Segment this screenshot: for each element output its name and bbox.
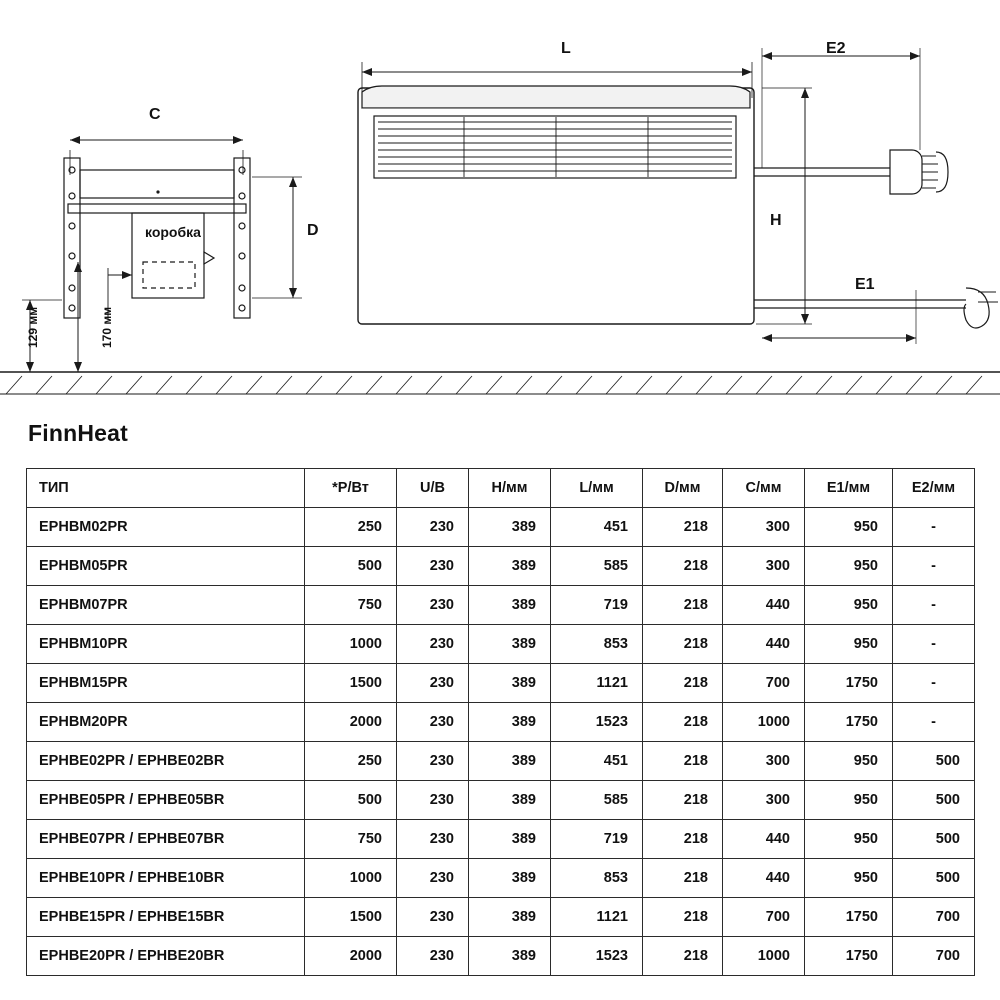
cell-voltage: 230 — [397, 898, 469, 937]
spec-table — [26, 468, 975, 976]
cell-c: 300 — [723, 742, 805, 781]
dimension-label-170mm: 170 мм — [100, 306, 114, 348]
cell-c: 700 — [723, 664, 805, 703]
cell-l: 451 — [551, 508, 643, 547]
cell-type: EPHBM07PR — [27, 586, 305, 625]
cell-l: 451 — [551, 742, 643, 781]
cell-power: 1500 — [305, 664, 397, 703]
cell-power: 500 — [305, 781, 397, 820]
cell-e2: - — [893, 664, 975, 703]
cell-type: EPHBE10PR / EPHBE10BR — [27, 859, 305, 898]
cell-l: 1121 — [551, 898, 643, 937]
cell-type: EPHBM05PR — [27, 547, 305, 586]
cell-c: 1000 — [723, 937, 805, 976]
cell-e2: 500 — [893, 859, 975, 898]
cell-d: 218 — [643, 625, 723, 664]
cell-power: 250 — [305, 742, 397, 781]
cell-d: 218 — [643, 937, 723, 976]
cell-e2: 500 — [893, 742, 975, 781]
column-header-d: D/мм — [643, 469, 723, 508]
table-row — [27, 664, 975, 703]
cell-e1: 1750 — [805, 937, 893, 976]
cell-c: 300 — [723, 508, 805, 547]
column-header-e2: E2/мм — [893, 469, 975, 508]
cell-power: 1500 — [305, 898, 397, 937]
cell-e1: 950 — [805, 508, 893, 547]
cell-c: 440 — [723, 625, 805, 664]
cell-h: 389 — [469, 820, 551, 859]
cell-d: 218 — [643, 859, 723, 898]
cell-power: 250 — [305, 508, 397, 547]
dimension-label-e2: E2 — [826, 40, 846, 57]
cell-h: 389 — [469, 781, 551, 820]
table-row — [27, 859, 975, 898]
table-row — [27, 937, 975, 976]
cell-type: EPHBE05PR / EPHBE05BR — [27, 781, 305, 820]
cell-c: 1000 — [723, 703, 805, 742]
cell-h: 389 — [469, 937, 551, 976]
cell-power: 1000 — [305, 859, 397, 898]
cell-voltage: 230 — [397, 664, 469, 703]
cell-d: 218 — [643, 781, 723, 820]
cell-voltage: 230 — [397, 820, 469, 859]
cell-h: 389 — [469, 547, 551, 586]
cell-type: EPHBE15PR / EPHBE15BR — [27, 898, 305, 937]
spec-table-wrapper — [26, 468, 974, 976]
table-row — [27, 703, 975, 742]
cell-power: 750 — [305, 820, 397, 859]
cell-l: 853 — [551, 859, 643, 898]
dimension-label-e1: E1 — [855, 276, 875, 293]
cell-e2: 700 — [893, 937, 975, 976]
cell-e2: - — [893, 586, 975, 625]
cell-c: 440 — [723, 586, 805, 625]
cell-d: 218 — [643, 664, 723, 703]
cell-voltage: 230 — [397, 508, 469, 547]
column-header-c: C/мм — [723, 469, 805, 508]
cell-type: EPHBM20PR — [27, 703, 305, 742]
cell-h: 389 — [469, 586, 551, 625]
cell-voltage: 230 — [397, 859, 469, 898]
cell-power: 2000 — [305, 937, 397, 976]
cell-l: 1523 — [551, 937, 643, 976]
cell-e2: - — [893, 703, 975, 742]
cell-h: 389 — [469, 898, 551, 937]
cell-e2: 500 — [893, 781, 975, 820]
cell-d: 218 — [643, 586, 723, 625]
column-header-e1: E1/мм — [805, 469, 893, 508]
cell-type: EPHBM10PR — [27, 625, 305, 664]
cell-l: 1121 — [551, 664, 643, 703]
cell-h: 389 — [469, 625, 551, 664]
cell-e2: - — [893, 508, 975, 547]
cell-voltage: 230 — [397, 703, 469, 742]
cell-e2: - — [893, 547, 975, 586]
cell-h: 389 — [469, 508, 551, 547]
table-row — [27, 508, 975, 547]
cell-power: 750 — [305, 586, 397, 625]
dimension-label-l: L — [561, 40, 571, 57]
drawing-svg — [0, 0, 1000, 400]
cell-l: 853 — [551, 625, 643, 664]
technical-drawing — [0, 0, 1000, 400]
cell-c: 300 — [723, 547, 805, 586]
cell-e1: 950 — [805, 586, 893, 625]
cell-e1: 1750 — [805, 664, 893, 703]
cell-h: 389 — [469, 664, 551, 703]
table-row — [27, 820, 975, 859]
cell-e2: 700 — [893, 898, 975, 937]
cell-voltage: 230 — [397, 781, 469, 820]
cell-e1: 950 — [805, 547, 893, 586]
cell-d: 218 — [643, 703, 723, 742]
cell-type: EPHBE02PR / EPHBE02BR — [27, 742, 305, 781]
cell-e1: 950 — [805, 820, 893, 859]
table-row — [27, 586, 975, 625]
table-header-row — [27, 469, 975, 508]
cell-l: 719 — [551, 586, 643, 625]
table-row — [27, 781, 975, 820]
cell-e2: 500 — [893, 820, 975, 859]
cell-c: 440 — [723, 820, 805, 859]
cell-c: 440 — [723, 859, 805, 898]
cell-type: EPHBM02PR — [27, 508, 305, 547]
cell-voltage: 230 — [397, 625, 469, 664]
cell-e1: 950 — [805, 859, 893, 898]
dimension-label-129mm: 129 мм — [26, 306, 40, 348]
cell-l: 719 — [551, 820, 643, 859]
cell-e1: 1750 — [805, 703, 893, 742]
table-row — [27, 898, 975, 937]
cell-type: EPHBE20PR / EPHBE20BR — [27, 937, 305, 976]
cell-l: 585 — [551, 781, 643, 820]
column-header-power: *P/Вт — [305, 469, 397, 508]
table-row — [27, 625, 975, 664]
cell-e2: - — [893, 625, 975, 664]
cell-c: 700 — [723, 898, 805, 937]
cell-d: 218 — [643, 820, 723, 859]
cell-c: 300 — [723, 781, 805, 820]
cell-voltage: 230 — [397, 742, 469, 781]
cell-l: 1523 — [551, 703, 643, 742]
cell-e1: 950 — [805, 742, 893, 781]
cell-d: 218 — [643, 508, 723, 547]
cell-h: 389 — [469, 742, 551, 781]
dimension-label-c: C — [149, 106, 161, 123]
junction-box-label: коробка — [145, 224, 201, 240]
cell-power: 1000 — [305, 625, 397, 664]
cell-type: EPHBE07PR / EPHBE07BR — [27, 820, 305, 859]
cell-d: 218 — [643, 898, 723, 937]
dimension-label-h: H — [770, 212, 782, 229]
cell-power: 2000 — [305, 703, 397, 742]
dimension-label-d: D — [307, 222, 319, 239]
column-header-h: H/мм — [469, 469, 551, 508]
column-header-l: L/мм — [551, 469, 643, 508]
cell-power: 500 — [305, 547, 397, 586]
cell-d: 218 — [643, 547, 723, 586]
cell-voltage: 230 — [397, 937, 469, 976]
page-title: FinnHeat — [28, 420, 128, 446]
table-row — [27, 547, 975, 586]
cell-voltage: 230 — [397, 586, 469, 625]
cell-h: 389 — [469, 703, 551, 742]
table-row — [27, 742, 975, 781]
column-header-type: ТИП — [27, 469, 305, 508]
cell-d: 218 — [643, 742, 723, 781]
cell-l: 585 — [551, 547, 643, 586]
cell-voltage: 230 — [397, 547, 469, 586]
cell-h: 389 — [469, 859, 551, 898]
cell-e1: 1750 — [805, 898, 893, 937]
cell-e1: 950 — [805, 781, 893, 820]
column-header-voltage: U/B — [397, 469, 469, 508]
cell-type: EPHBM15PR — [27, 664, 305, 703]
cell-e1: 950 — [805, 625, 893, 664]
